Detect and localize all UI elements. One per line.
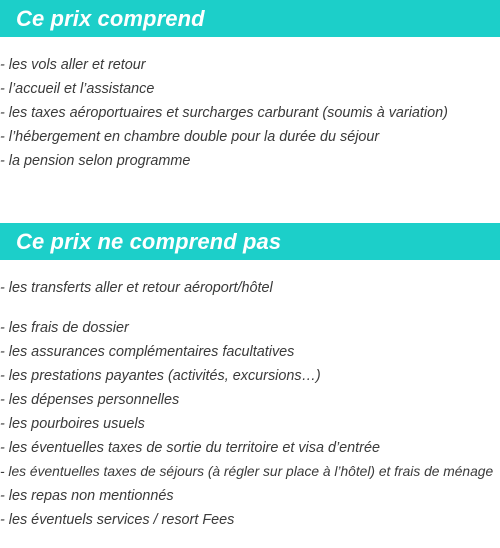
excludes-header xyxy=(0,223,500,260)
list-item: - la pension selon programme xyxy=(0,153,191,169)
list-item: - les dépenses personnelles xyxy=(0,392,180,408)
list-item: - l’accueil et l’assistance xyxy=(0,81,155,97)
list-item: - les frais de dossier xyxy=(0,320,129,336)
includes-header xyxy=(0,0,500,37)
list-item: - les éventuelles taxes de sortie du territoire et visa d’entrée xyxy=(0,440,380,456)
excludes-title: Ce prix ne comprend pas xyxy=(16,228,282,254)
list-item: - les assurances complémentaires facultatives xyxy=(0,344,295,360)
list-item: - les taxes aéroportuaires et surcharges carburant (soumis à variation) xyxy=(0,105,448,121)
list-item: - les repas non mentionnés xyxy=(0,488,174,504)
list-item: - les éventuelles taxes de séjours (à régler sur place à l’hôtel) et frais de ménage xyxy=(0,464,494,479)
list-item: - les éventuels services / resort Fees xyxy=(0,512,235,528)
includes-title: Ce prix comprend xyxy=(16,5,205,31)
list-item: - les prestations payantes (activités, excursions…) xyxy=(0,368,321,384)
list-item: - les transferts aller et retour aéroport/hôtel xyxy=(0,280,273,296)
list-item: - l’hébergement en chambre double pour la durée du séjour xyxy=(0,129,380,145)
list-item: - les pourboires usuels xyxy=(0,416,145,432)
list-item: - les vols aller et retour xyxy=(0,57,146,73)
